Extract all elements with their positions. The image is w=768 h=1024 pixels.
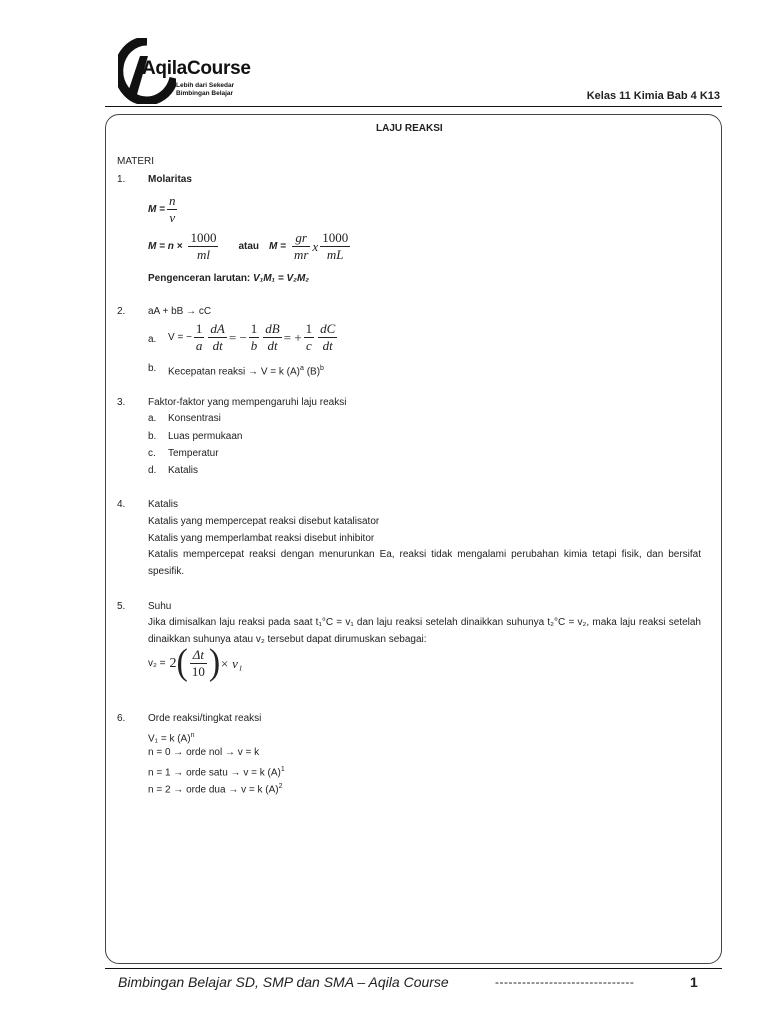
class-label: Kelas 11 Kimia Bab 4 K13 [586,90,720,102]
temperature-formula [148,642,243,683]
section-5-number: 5. [117,601,126,612]
fraction-1000-over-ml [188,230,218,263]
fraction-1000-over-mL [320,230,350,263]
fraction-gr-over-mr [292,230,310,263]
katalis-line-1: Katalis yang mempercepat reaksi disebut katalisator [148,516,380,527]
fraction-numerator: dB [265,321,280,336]
section-5-heading: Suhu [148,601,172,612]
section-3-heading: Faktor-faktor yang mempengaruhi laju reaksi [148,397,347,408]
exponent-a: a [300,365,304,372]
list-item: Temperatur [168,448,219,459]
dilution-equation: V₁M₁ = V₂M₂ [253,273,310,284]
fraction-delta-t-over-10 [190,647,207,680]
multiply-x: x [312,239,319,254]
rate-formula [168,321,339,354]
m-label: M = [148,204,165,215]
fraction-numerator: dC [320,321,336,336]
fraction-denominator: b [250,338,258,353]
logo-tagline-1: Lebih dari Sekedar [176,82,235,89]
footer-dashes: ------------------------------- [495,975,635,989]
document-title: LAJU REAKSI [376,123,443,134]
list-item-label: c. [148,448,156,459]
fraction-denominator: 10 [191,663,205,679]
logo-brand-text: AqilaCourse [142,58,251,79]
fraction-1-over-a [194,321,205,354]
fraction-denominator: v [169,210,176,225]
m-label-2: M = [269,241,286,252]
v-eq-label: V = − [168,332,192,343]
section-4-heading: Katalis [148,499,179,510]
item-a-label: a. [148,334,157,345]
fraction-numerator: gr [292,230,310,247]
section-2-number: 2. [117,306,126,317]
rate-law-mid: (B) [303,366,321,378]
order-line-4-text: n = 2 → orde dua → v = k (A) [148,784,279,796]
fraction-denominator: dt [322,338,333,353]
fraction-denominator: dt [212,338,223,353]
fraction-numerator: 1 [195,321,203,336]
fraction-denominator: mr [293,247,309,262]
fraction-denominator: c [306,338,312,353]
times-v1: × v₁ [220,655,243,671]
fraction-denominator: a [195,338,203,353]
list-item: Luas permukaan [168,431,243,442]
exponent-b: b [320,365,324,372]
fraction-numerator: 1 [250,321,258,336]
logo-tagline-2: Bimbingan Belajar [176,90,234,97]
rate-law-pre: Kecepatan reaksi → V = k (A) [168,366,301,378]
order-line-2: n = 0 → orde nol → v = k [148,747,260,758]
section-1-heading: Molaritas [148,174,192,185]
fraction-dB-over-dt [263,321,281,354]
equals-plus: = + [283,330,302,345]
dilution-line [148,272,309,285]
list-item-label: b. [148,431,157,442]
fraction-numerator: 1000 [322,230,349,245]
atau-label: atau [238,241,260,252]
page-number: 1 [690,974,698,990]
katalis-paragraph: Katalis mempercepat reaksi dengan menurunkan Ea, reaksi tidak mengalami perubahan kimia tetapi fisik, dan bersifat spesifik. [148,549,701,577]
section-6-heading: Orde reaksi/tingkat reaksi [148,713,262,724]
m-times-n-label: M = n × [148,241,183,252]
molarity-formula-1 [148,193,179,226]
section-6-number: 6. [117,713,126,724]
fraction-denominator: dt [267,338,278,353]
dilution-label: Pengenceran larutan: [148,273,254,284]
exponent-1: 1 [280,766,285,773]
header-divider [105,106,722,107]
fraction-1-over-c [304,321,315,354]
fraction-numerator: 1000 [190,230,217,245]
order-line-3 [148,763,285,779]
list-item-label: a. [148,413,157,424]
order-line-1-text: V₁ = k (A) [148,733,191,745]
fraction-n-over-v [167,193,178,226]
molarity-formula-2 [148,230,352,263]
fraction-numerator: Δt [190,647,207,664]
list-item-label: d. [148,465,157,476]
fraction-denominator: ml [196,247,210,262]
exponent-n: n [190,732,195,739]
list-item: Katalis [168,465,199,476]
suhu-paragraph: Jika dimisalkan laju reaksi pada saat t₁°C = v₁ dan laju reaksi setelah dinaikkan suhunya t₂°C = v₂, maka laju reaksi setelah dinaikkan suhunya atau v₂ tersebut dapat dirumuskan sebagai: [148,617,701,645]
materi-heading: MATERI [117,156,155,167]
footer-divider [105,968,722,969]
fraction-denominator: mL [326,247,344,262]
order-line-4 [148,780,283,796]
equals-minus: = − [228,330,247,345]
fraction-1-over-b [249,321,260,354]
fraction-numerator: dA [210,321,225,336]
fraction-dA-over-dt [208,321,226,354]
section-1-number: 1. [117,174,126,185]
footer-text: Bimbingan Belajar SD, SMP dan SMA – Aqila Course [118,974,449,990]
v2-label: v₂ = [148,657,166,669]
fraction-dC-over-dt [318,321,337,354]
right-paren: ) [208,642,221,683]
list-item: Konsentrasi [168,413,221,424]
aqila-course-logo [112,38,251,108]
left-paren: ( [176,642,188,683]
fraction-numerator: n [168,193,176,208]
reaction-equation: aA + bB → cC [148,306,212,317]
fraction-numerator: 1 [305,321,313,336]
katalis-line-2: Katalis yang memperlambat reaksi disebut inhibitor [148,533,375,544]
coefficient: 2 [169,655,177,671]
item-b-label: b. [148,363,157,374]
order-line-1 [148,729,194,745]
rate-law-text [168,362,324,378]
section-4-number: 4. [117,499,126,510]
order-line-3-text: n = 1 → orde satu → v = k (A) [148,767,281,779]
section-3-number: 3. [117,397,126,408]
exponent-2: 2 [278,783,283,790]
